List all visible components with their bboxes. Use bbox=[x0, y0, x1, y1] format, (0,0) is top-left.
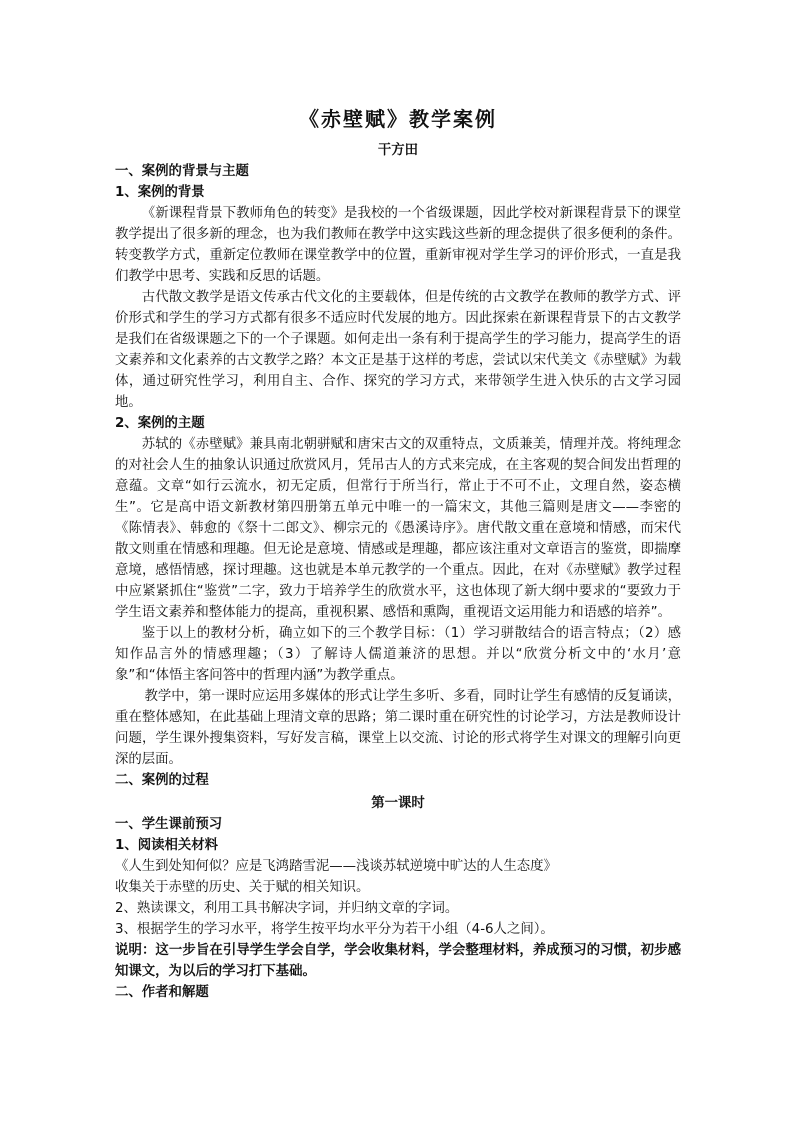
section-heading: 二、案例的过程 bbox=[115, 773, 209, 788]
note-paragraph: 说明：这一步旨在引导学生学会自学，学会收集材料，学会整理材料，养成预习的习惯，初步感知课文，为以后的学习打下基础。 bbox=[115, 943, 681, 979]
subsection-heading: 1、阅读相关材料 bbox=[115, 838, 219, 853]
paragraph: 收集关于赤壁的历史、关于赋的相关知识。 bbox=[115, 880, 370, 895]
document-title: 《赤壁赋》教学案例 bbox=[299, 107, 497, 131]
paragraph: 古代散文教学是语文传承古代文化的主要载体，但是传统的古文教学在教师的教学方式、评价形式和学生的学习方式都有很多不适应时代发展的地方。因此探索在新课程背景下的古文教学是我们在省级课题之下的一个子课题。如何走出一条有利于提高学生的学习能力，提高学生的语文素养和文化素养的古文教学之路？本文正是基于这样的考虑，尝试以宋代美文《赤壁赋》为载体，通过研究性学习，利用自主、合作、探究的学习方式，来带领学生进入快乐的古文学习园地。 bbox=[115, 290, 681, 410]
paragraph: 《人生到处知何似？应是飞鸿踏雪泥——浅谈苏轼逆境中旷达的人生态度》 bbox=[115, 859, 557, 874]
paragraph: 《新课程背景下教师角色的转变》是我校的一个省级课题，因此学校对新课程背景下的课堂教学提出了很多新的理念，也为我们教师在教学中这实践这些新的理念提供了很多便利的条件。转变教学方式，重新定位教师在课堂教学中的位置，重新审视对学生学习的评价形式，一直是我们教学中思考、实践和反思的话题。 bbox=[115, 206, 681, 284]
subsection-heading: 2、案例的主题 bbox=[115, 416, 205, 431]
section-heading: 一、案例的背景与主题 bbox=[115, 164, 249, 179]
section-heading: 一、学生课前预习 bbox=[115, 817, 223, 832]
list-item: 2、熟读课文，利用工具书解决字词，并归纳文章的字词。 bbox=[115, 901, 459, 916]
author-name: 干方田 bbox=[377, 143, 419, 158]
paragraph: 苏轼的《赤壁赋》兼具南北朝骈赋和唐宋古文的双重特点，文质兼美，情理并茂。将纯理念的对社会人生的抽象认识通过欣赏风月，凭吊古人的方式来完成，在主客观的契合间发出哲理的意蕴。文章“如行云流水，初无定质，但常行于所当行，常止于不可不止，文理自然，姿态横生”。它是高中语文新教材第四册第五单元中唯一的一篇宋文，其他三篇则是唐文——李密的《陈情表》、韩愈的《祭十二郎文》、柳宗元的《愚溪诗序》。唐代散文重在意境和情感，而宋代散文则重在情感和理趣。但无论是意境、情感或是理趣，都应该注重对文章语言的鉴赏，即揣摩意境，感悟情感，探讨理趣。这也就是本单元教学的一个重点。因此，在对《赤壁赋》教学过程中应紧紧抓住“鉴赏”二字，致力于培养学生的欣赏水平，这也体现了新大纲中要求的“要致力于学生语文素养和整体能力的提高，重视积累、感悟和熏陶，重视语文运用能力和语感的培养”。 bbox=[115, 437, 681, 620]
subsection-heading: 1、案例的背景 bbox=[115, 185, 205, 200]
lesson-heading: 第一课时 bbox=[371, 796, 425, 811]
document-page bbox=[115, 104, 681, 1003]
list-item: 3、根据学生的学习水平，将学生按平均水平分为若干小组（4-6人之间）。 bbox=[115, 922, 554, 937]
paragraph: 教学中，第一课时应运用多媒体的形式让学生多听、多看，同时让学生有感情的反复诵读，重在整体感知，在此基础上理清文章的思路；第二课时重在研究性的讨论学习，方法是教师设计问题，学生课外搜集资料，写好发言稿，课堂上以交流、讨论的形式将学生对课文的理解引向更深的层面。 bbox=[115, 689, 681, 767]
paragraph: 鉴于以上的教材分析，确立如下的三个教学目标：（1）学习骈散结合的语言特点；（2）感知作品言外的情感理趣；（3）了解诗人儒道兼济的思想。并以“欣赏分析文中的‘水月’意象”和“体悟主客问答中的哲理内涵”为教学重点。 bbox=[115, 626, 681, 683]
section-heading: 二、作者和解题 bbox=[115, 985, 209, 1000]
